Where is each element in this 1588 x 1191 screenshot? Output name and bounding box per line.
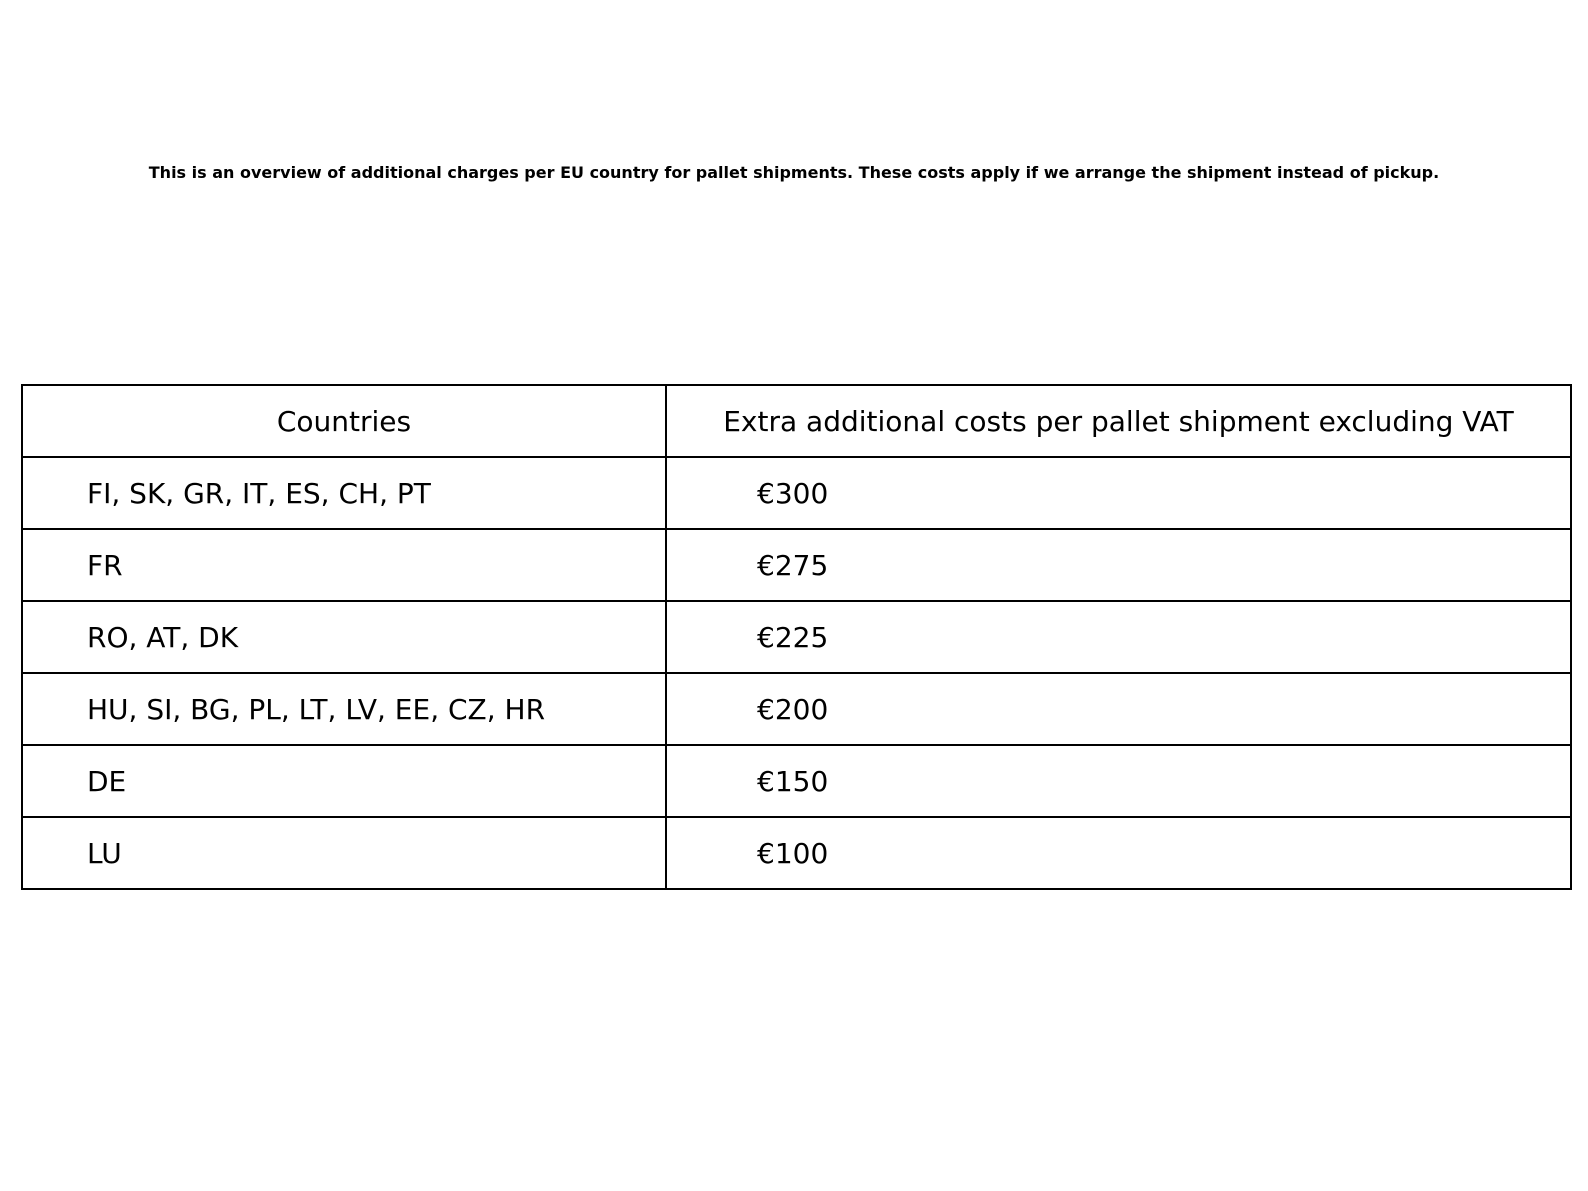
table-row [22, 673, 1571, 745]
table-row [22, 745, 1571, 817]
cost-cell: €150 [666, 745, 1571, 817]
cost-cell: €300 [666, 457, 1571, 529]
column-header-costs: Extra additional costs per pallet shipment excluding VAT [666, 385, 1571, 457]
countries-cell: RO, AT, DK [22, 601, 666, 673]
cost-cell: €275 [666, 529, 1571, 601]
countries-cell: LU [22, 817, 666, 889]
table-row [22, 457, 1571, 529]
table-header-row [22, 385, 1571, 457]
cost-cell: €100 [666, 817, 1571, 889]
table-row [22, 601, 1571, 673]
table-row [22, 529, 1571, 601]
cost-cell: €200 [666, 673, 1571, 745]
countries-cell: HU, SI, BG, PL, LT, LV, EE, CZ, HR [22, 673, 666, 745]
table-row [22, 817, 1571, 889]
countries-cell: FI, SK, GR, IT, ES, CH, PT [22, 457, 666, 529]
page-description: This is an overview of additional charges per EU country for pallet shipments. These costs apply if we arrange the shipment instead of pickup. [148, 163, 1440, 182]
charges-table [21, 384, 1572, 890]
column-header-countries: Countries [22, 385, 666, 457]
cost-cell: €225 [666, 601, 1571, 673]
countries-cell: FR [22, 529, 666, 601]
countries-cell: DE [22, 745, 666, 817]
